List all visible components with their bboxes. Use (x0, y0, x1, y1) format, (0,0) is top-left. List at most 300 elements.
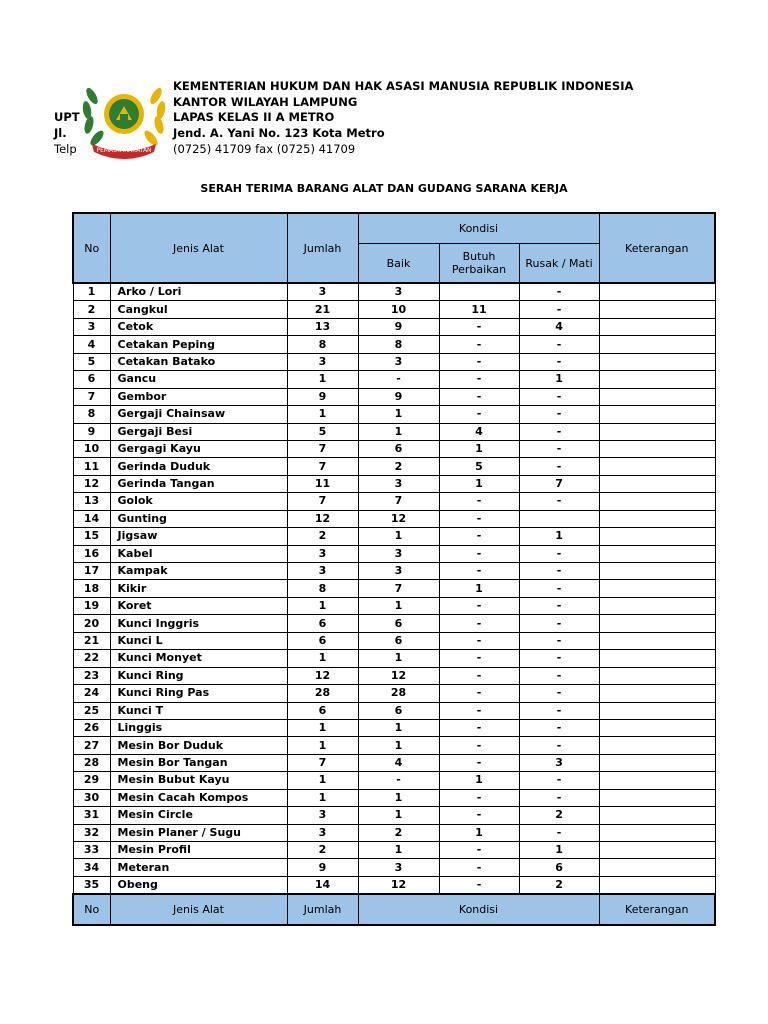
logo-text: PEMASYARAKATAN (96, 147, 152, 154)
cell-baik: 1 (358, 719, 439, 736)
cell-rusak-mati: 1 (519, 842, 599, 859)
table-row (73, 458, 715, 475)
table-row (73, 737, 715, 754)
cell-jumlah: 1 (287, 650, 358, 667)
cell-jumlah: 7 (287, 458, 358, 475)
cell-jenis-alat: Meteran (110, 859, 287, 876)
cell-rusak-mati: - (519, 458, 599, 475)
cell-baik: 1 (358, 807, 439, 824)
cell-keterangan (599, 876, 715, 894)
cell-butuh-perbaikan: - (439, 545, 519, 562)
cell-baik: 1 (358, 842, 439, 859)
document-title: SERAH TERIMA BARANG ALAT DAN GUDANG SARANA KERJA (200, 182, 568, 195)
table-row (73, 283, 715, 301)
cell-no: 3 (73, 318, 110, 335)
cell-baik: 7 (358, 580, 439, 597)
cell-baik: 12 (358, 510, 439, 527)
cell-rusak-mati: - (519, 632, 599, 649)
cell-jumlah: 1 (287, 371, 358, 388)
table-row (73, 406, 715, 423)
table-row (73, 388, 715, 405)
cell-jenis-alat: Cangkul (110, 301, 287, 318)
cell-butuh-perbaikan: - (439, 371, 519, 388)
cell-baik: 12 (358, 876, 439, 894)
cell-baik: 2 (358, 824, 439, 841)
footer-kondisi: Kondisi (358, 894, 599, 925)
cell-jumlah: 7 (287, 493, 358, 510)
cell-butuh-perbaikan: - (439, 789, 519, 806)
cell-jumlah: 3 (287, 807, 358, 824)
table-row (73, 423, 715, 440)
cell-keterangan (599, 667, 715, 684)
cell-butuh-perbaikan: - (439, 597, 519, 614)
cell-baik: 28 (358, 685, 439, 702)
cell-butuh-perbaikan: - (439, 563, 519, 580)
cell-baik: 6 (358, 702, 439, 719)
cell-jumlah: 14 (287, 876, 358, 894)
cell-keterangan (599, 423, 715, 440)
cell-rusak-mati: - (519, 406, 599, 423)
cell-baik: 9 (358, 388, 439, 405)
cell-keterangan (599, 388, 715, 405)
cell-no: 12 (73, 475, 110, 492)
footer-no: No (73, 894, 110, 925)
cell-jumlah: 1 (287, 737, 358, 754)
cell-jenis-alat: Cetakan Peping (110, 336, 287, 353)
cell-jenis-alat: Kunci T (110, 702, 287, 719)
cell-butuh-perbaikan: - (439, 650, 519, 667)
cell-no: 33 (73, 842, 110, 859)
cell-jenis-alat: Kunci Ring Pas (110, 685, 287, 702)
cell-butuh-perbaikan: - (439, 702, 519, 719)
table-row (73, 545, 715, 562)
regional-office: KANTOR WILAYAH LAMPUNG (173, 95, 358, 109)
cell-keterangan (599, 493, 715, 510)
cell-jenis-alat: Kunci Monyet (110, 650, 287, 667)
cell-keterangan (599, 719, 715, 736)
cell-jenis-alat: Golok (110, 493, 287, 510)
cell-keterangan (599, 475, 715, 492)
cell-jenis-alat: Obeng (110, 876, 287, 894)
cell-butuh-perbaikan: - (439, 807, 519, 824)
cell-no: 18 (73, 580, 110, 597)
cell-jumlah: 3 (287, 824, 358, 841)
cell-rusak-mati: - (519, 301, 599, 318)
table-row (73, 807, 715, 824)
ministry-name: KEMENTERIAN HUKUM DAN HAK ASASI MANUSIA REPUBLIK INDONESIA (173, 79, 634, 93)
cell-baik: 1 (358, 650, 439, 667)
cell-butuh-perbaikan: 11 (439, 301, 519, 318)
cell-keterangan (599, 615, 715, 632)
cell-keterangan (599, 807, 715, 824)
pemasyarakatan-logo-icon (78, 76, 170, 160)
cell-rusak-mati: - (519, 772, 599, 789)
cell-baik: - (358, 772, 439, 789)
cell-jenis-alat: Mesin Cacah Kompos (110, 789, 287, 806)
cell-keterangan (599, 458, 715, 475)
cell-no: 10 (73, 440, 110, 457)
cell-jenis-alat: Gerinda Tangan (110, 475, 287, 492)
phone-label: Telp (54, 142, 77, 156)
col-header-keterangan: Keterangan (599, 213, 715, 283)
cell-no: 5 (73, 353, 110, 370)
cell-rusak-mati: 3 (519, 754, 599, 771)
cell-butuh-perbaikan (439, 283, 519, 301)
cell-baik: 1 (358, 737, 439, 754)
cell-keterangan (599, 336, 715, 353)
cell-rusak-mati: - (519, 737, 599, 754)
cell-rusak-mati: 6 (519, 859, 599, 876)
cell-butuh-perbaikan: - (439, 719, 519, 736)
cell-butuh-perbaikan: - (439, 615, 519, 632)
cell-jumlah: 8 (287, 336, 358, 353)
cell-butuh-perbaikan: 1 (439, 824, 519, 841)
table-row (73, 475, 715, 492)
cell-jenis-alat: Mesin Bor Duduk (110, 737, 287, 754)
cell-rusak-mati: 4 (519, 318, 599, 335)
cell-jenis-alat: Gergagi Kayu (110, 440, 287, 457)
cell-butuh-perbaikan: 1 (439, 440, 519, 457)
cell-baik: 8 (358, 336, 439, 353)
cell-rusak-mati: - (519, 388, 599, 405)
table-body (73, 283, 715, 894)
cell-rusak-mati: - (519, 650, 599, 667)
cell-baik: 6 (358, 440, 439, 457)
cell-jenis-alat: Kunci L (110, 632, 287, 649)
cell-jumlah: 1 (287, 789, 358, 806)
cell-keterangan (599, 371, 715, 388)
cell-no: 13 (73, 493, 110, 510)
cell-butuh-perbaikan: - (439, 353, 519, 370)
cell-no: 24 (73, 685, 110, 702)
cell-no: 9 (73, 423, 110, 440)
cell-rusak-mati: - (519, 283, 599, 301)
cell-rusak-mati: 1 (519, 371, 599, 388)
cell-keterangan (599, 283, 715, 301)
cell-no: 22 (73, 650, 110, 667)
cell-no: 15 (73, 528, 110, 545)
cell-jenis-alat: Kabel (110, 545, 287, 562)
cell-baik: 1 (358, 528, 439, 545)
cell-jenis-alat: Koret (110, 597, 287, 614)
cell-rusak-mati: - (519, 493, 599, 510)
footer-jumlah: Jumlah (287, 894, 358, 925)
cell-keterangan (599, 772, 715, 789)
cell-butuh-perbaikan: 4 (439, 423, 519, 440)
cell-baik: 4 (358, 754, 439, 771)
cell-jumlah: 3 (287, 353, 358, 370)
cell-jumlah: 9 (287, 388, 358, 405)
cell-no: 1 (73, 283, 110, 301)
cell-jenis-alat: Mesin Circle (110, 807, 287, 824)
footer-keterangan: Keterangan (599, 894, 715, 925)
cell-rusak-mati (519, 510, 599, 527)
cell-keterangan (599, 650, 715, 667)
cell-jumlah: 2 (287, 528, 358, 545)
cell-no: 34 (73, 859, 110, 876)
cell-butuh-perbaikan: - (439, 510, 519, 527)
col-header-kondisi: Kondisi (358, 213, 599, 244)
cell-butuh-perbaikan: - (439, 754, 519, 771)
cell-no: 29 (73, 772, 110, 789)
cell-rusak-mati: - (519, 545, 599, 562)
cell-baik: 6 (358, 615, 439, 632)
cell-jenis-alat: Kunci Ring (110, 667, 287, 684)
cell-butuh-perbaikan: - (439, 737, 519, 754)
street-label: Jl. (54, 126, 67, 140)
cell-keterangan (599, 580, 715, 597)
cell-butuh-perbaikan: 1 (439, 772, 519, 789)
cell-jumlah: 1 (287, 719, 358, 736)
phone-fax: (0725) 41709 fax (0725) 41709 (173, 142, 356, 156)
cell-baik: 1 (358, 597, 439, 614)
cell-no: 17 (73, 563, 110, 580)
cell-jumlah: 11 (287, 475, 358, 492)
cell-keterangan (599, 632, 715, 649)
cell-jumlah: 9 (287, 859, 358, 876)
cell-baik: 1 (358, 789, 439, 806)
cell-no: 6 (73, 371, 110, 388)
cell-no: 28 (73, 754, 110, 771)
cell-baik: - (358, 371, 439, 388)
cell-baik: 10 (358, 301, 439, 318)
cell-jenis-alat: Gergaji Besi (110, 423, 287, 440)
address: Jend. A. Yani No. 123 Kota Metro (173, 126, 385, 140)
table-row (73, 685, 715, 702)
col-header-baik: Baik (358, 244, 439, 284)
table-row (73, 876, 715, 894)
cell-jumlah: 1 (287, 772, 358, 789)
cell-no: 26 (73, 719, 110, 736)
cell-baik: 1 (358, 406, 439, 423)
cell-keterangan (599, 528, 715, 545)
table-row (73, 667, 715, 684)
cell-no: 31 (73, 807, 110, 824)
table-row (73, 824, 715, 841)
letterhead (0, 0, 768, 170)
cell-rusak-mati: - (519, 702, 599, 719)
cell-keterangan (599, 353, 715, 370)
col-header-jumlah: Jumlah (287, 213, 358, 283)
cell-keterangan (599, 597, 715, 614)
cell-rusak-mati: - (519, 353, 599, 370)
cell-butuh-perbaikan: - (439, 493, 519, 510)
cell-baik: 3 (358, 545, 439, 562)
cell-baik: 12 (358, 667, 439, 684)
cell-butuh-perbaikan: 1 (439, 580, 519, 597)
col-header-jenis-alat: Jenis Alat (110, 213, 287, 283)
cell-jenis-alat: Gergaji Chainsaw (110, 406, 287, 423)
cell-butuh-perbaikan: - (439, 336, 519, 353)
cell-baik: 3 (358, 475, 439, 492)
cell-keterangan (599, 685, 715, 702)
cell-rusak-mati: - (519, 719, 599, 736)
table-row (73, 563, 715, 580)
institution-name: LAPAS KELAS II A METRO (173, 110, 335, 124)
cell-keterangan (599, 545, 715, 562)
table-row (73, 789, 715, 806)
cell-baik: 3 (358, 859, 439, 876)
table-row (73, 597, 715, 614)
cell-keterangan (599, 406, 715, 423)
cell-rusak-mati: 2 (519, 876, 599, 894)
table-row (73, 353, 715, 370)
cell-baik: 9 (358, 318, 439, 335)
table-row (73, 650, 715, 667)
cell-no: 25 (73, 702, 110, 719)
cell-jumlah: 3 (287, 283, 358, 301)
cell-keterangan (599, 789, 715, 806)
cell-jenis-alat: Kampak (110, 563, 287, 580)
cell-jumlah: 7 (287, 440, 358, 457)
cell-rusak-mati: - (519, 440, 599, 457)
cell-butuh-perbaikan: 5 (439, 458, 519, 475)
cell-no: 14 (73, 510, 110, 527)
cell-butuh-perbaikan: 1 (439, 475, 519, 492)
cell-no: 21 (73, 632, 110, 649)
cell-no: 20 (73, 615, 110, 632)
table-row (73, 842, 715, 859)
table-row (73, 719, 715, 736)
cell-jenis-alat: Mesin Profil (110, 842, 287, 859)
cell-jenis-alat: Arko / Lori (110, 283, 287, 301)
cell-jenis-alat: Mesin Bubut Kayu (110, 772, 287, 789)
footer-jenis-alat: Jenis Alat (110, 894, 287, 925)
cell-baik: 6 (358, 632, 439, 649)
cell-rusak-mati: - (519, 789, 599, 806)
cell-rusak-mati: - (519, 685, 599, 702)
cell-keterangan (599, 842, 715, 859)
table-row (73, 301, 715, 318)
cell-jumlah: 13 (287, 318, 358, 335)
cell-rusak-mati: 7 (519, 475, 599, 492)
cell-jumlah: 6 (287, 615, 358, 632)
cell-rusak-mati: - (519, 563, 599, 580)
cell-keterangan (599, 563, 715, 580)
cell-rusak-mati: - (519, 423, 599, 440)
cell-jumlah: 8 (287, 580, 358, 597)
cell-keterangan (599, 702, 715, 719)
cell-keterangan (599, 318, 715, 335)
table-row (73, 336, 715, 353)
cell-no: 11 (73, 458, 110, 475)
cell-rusak-mati: 1 (519, 528, 599, 545)
cell-butuh-perbaikan: - (439, 318, 519, 335)
table-row (73, 440, 715, 457)
col-header-no: No (73, 213, 110, 283)
cell-no: 30 (73, 789, 110, 806)
cell-jumlah: 5 (287, 423, 358, 440)
inventory-table (72, 212, 716, 926)
cell-jenis-alat: Mesin Planer / Sugu (110, 824, 287, 841)
table-row (73, 702, 715, 719)
cell-keterangan (599, 859, 715, 876)
cell-jenis-alat: Gembor (110, 388, 287, 405)
cell-jumlah: 21 (287, 301, 358, 318)
cell-jumlah: 6 (287, 632, 358, 649)
cell-baik: 3 (358, 563, 439, 580)
cell-jenis-alat: Cetakan Batako (110, 353, 287, 370)
cell-jenis-alat: Mesin Bor Tangan (110, 754, 287, 771)
cell-rusak-mati: - (519, 667, 599, 684)
cell-baik: 1 (358, 423, 439, 440)
cell-keterangan (599, 440, 715, 457)
cell-rusak-mati: 2 (519, 807, 599, 824)
cell-jenis-alat: Kikir (110, 580, 287, 597)
cell-no: 19 (73, 597, 110, 614)
cell-rusak-mati: - (519, 824, 599, 841)
cell-rusak-mati: - (519, 615, 599, 632)
cell-butuh-perbaikan: - (439, 876, 519, 894)
cell-jumlah: 7 (287, 754, 358, 771)
cell-butuh-perbaikan: - (439, 685, 519, 702)
cell-jumlah: 6 (287, 702, 358, 719)
table-row (73, 528, 715, 545)
cell-jenis-alat: Gunting (110, 510, 287, 527)
cell-butuh-perbaikan: - (439, 388, 519, 405)
cell-baik: 3 (358, 283, 439, 301)
col-header-rusak-mati: Rusak / Mati (519, 244, 599, 284)
table-row (73, 371, 715, 388)
cell-keterangan (599, 737, 715, 754)
cell-butuh-perbaikan: - (439, 528, 519, 545)
cell-butuh-perbaikan: - (439, 632, 519, 649)
cell-butuh-perbaikan: - (439, 667, 519, 684)
table-row (73, 754, 715, 771)
table-row (73, 493, 715, 510)
cell-jumlah: 2 (287, 842, 358, 859)
cell-no: 35 (73, 876, 110, 894)
cell-jumlah: 1 (287, 597, 358, 614)
cell-baik: 2 (358, 458, 439, 475)
table-row (73, 615, 715, 632)
cell-no: 32 (73, 824, 110, 841)
cell-no: 23 (73, 667, 110, 684)
cell-jenis-alat: Gerinda Duduk (110, 458, 287, 475)
table-row (73, 510, 715, 527)
cell-butuh-perbaikan: - (439, 859, 519, 876)
cell-no: 8 (73, 406, 110, 423)
cell-jenis-alat: Kunci Inggris (110, 615, 287, 632)
cell-butuh-perbaikan: - (439, 406, 519, 423)
cell-rusak-mati: - (519, 597, 599, 614)
cell-no: 7 (73, 388, 110, 405)
table-row (73, 772, 715, 789)
cell-keterangan (599, 824, 715, 841)
upt-label: UPT (54, 110, 80, 124)
cell-no: 2 (73, 301, 110, 318)
cell-jenis-alat: Cetok (110, 318, 287, 335)
cell-jumlah: 28 (287, 685, 358, 702)
cell-jenis-alat: Jigsaw (110, 528, 287, 545)
cell-jenis-alat: Gancu (110, 371, 287, 388)
cell-jumlah: 12 (287, 510, 358, 527)
cell-no: 27 (73, 737, 110, 754)
cell-jumlah: 1 (287, 406, 358, 423)
cell-jumlah: 3 (287, 545, 358, 562)
cell-jumlah: 3 (287, 563, 358, 580)
table-row (73, 580, 715, 597)
cell-rusak-mati: - (519, 336, 599, 353)
col-header-butuh-perbaikan: Butuh Perbaikan (439, 244, 519, 284)
table-row (73, 318, 715, 335)
cell-no: 16 (73, 545, 110, 562)
cell-keterangan (599, 754, 715, 771)
cell-jenis-alat: Linggis (110, 719, 287, 736)
table-row (73, 632, 715, 649)
cell-no: 4 (73, 336, 110, 353)
cell-jumlah: 12 (287, 667, 358, 684)
